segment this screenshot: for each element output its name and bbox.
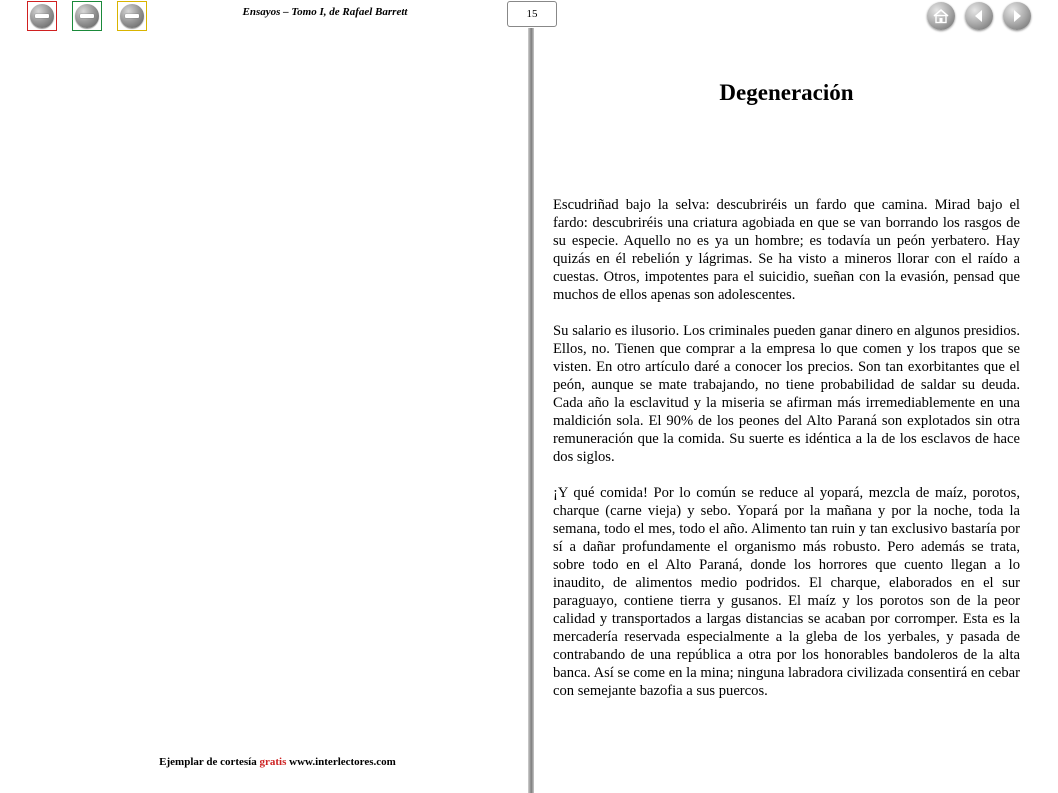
minus-icon <box>75 4 99 28</box>
footer-note <box>100 756 455 768</box>
arrow-left-icon <box>970 7 988 25</box>
page-number: 15 <box>507 1 557 27</box>
minus-icon <box>120 4 144 28</box>
home-icon <box>932 7 950 25</box>
paragraph: Escudriñad bajo la selva: descubriréis un fardo que camina. Mirad bajo el fardo: descubriréis una criatura agobiada en que se van borrando los rasgos de su especie. Aquello no es ya un hombre; es todavía un peón yerbatero. Hay quizás en él rebelión y lágrimas. Se ha visto a mineros llorar con el raído a cuestas. Otros, impotentes para el suicidio, sueñan con la evasión, pensad que muchos de ellos apenas son adolescentes. <box>553 197 1020 303</box>
next-page-button[interactable] <box>1003 2 1031 30</box>
footer-link[interactable]: www.interlectores.com <box>289 756 396 768</box>
minus-button-red[interactable] <box>27 1 57 31</box>
chapter-title: Degeneración <box>719 80 854 105</box>
minus-icon <box>30 4 54 28</box>
paragraph: Su salario es ilusorio. Los criminales pueden ganar dinero en algunos presidios. Ellos, no. Tienen que comprar a la empresa lo que comen y los trapos que se visten. En otro artículo daré a conocer los precios. Son tan exorbitantes que el peón, aunque se mate trabajando, no tiene probabilidad de saldar su deuda. Cada año la esclavitud y la miseria se afirman más irremediablemente en una maldición sola. El 90% de los peones del Alto Paraná son explotados sin otra remuneración que la comida. Su suerte es idéntica a la de los esclavos de hace dos siglos. <box>553 323 1020 465</box>
arrow-right-icon <box>1008 7 1026 25</box>
footer-prefix: Ejemplar de cortesía <box>159 756 257 768</box>
minus-button-green[interactable] <box>72 1 102 31</box>
book-title: Ensayos – Tomo I, de Rafael Barrett <box>242 6 408 18</box>
home-button[interactable] <box>927 2 955 30</box>
minus-button-yellow[interactable] <box>117 1 147 31</box>
previous-page-button[interactable] <box>965 2 993 30</box>
page-divider <box>528 28 534 793</box>
paragraph: ¡Y qué comida! Por lo común se reduce al yopará, mezcla de maíz, porotos, charque (carne vieja) y sebo. Yopará por la mañana y por la noche, toda la semana, todo el mes, todo el año. Alimento tan ruin y tan exclusivo bastaría por sí a dañar profundamente el organismo más robusto. Pero además se trata, sobre todo en el Alto Paraná, donde los horrores que cuento llegan a lo inaudito, de alimentos medio podridos. El charque, elaborados en el sur paraguayo, contiene tierra y gusanos. El maíz y los porotos son de la peor calidad y transportados a largas distancias se acaban por corromper. Esta es la mercadería reservada especialmente a la gleba de los yerbales, y pasada de contrabando de una república a otra por los honorables bandoleros de la alta banca. Así se come en la mina; ninguna labradora civilizada consentirá en cebar con semejante bazofia a sus puercos. <box>553 485 1020 699</box>
footer-highlight: gratis <box>259 756 287 768</box>
chapter-body <box>553 196 1020 718</box>
